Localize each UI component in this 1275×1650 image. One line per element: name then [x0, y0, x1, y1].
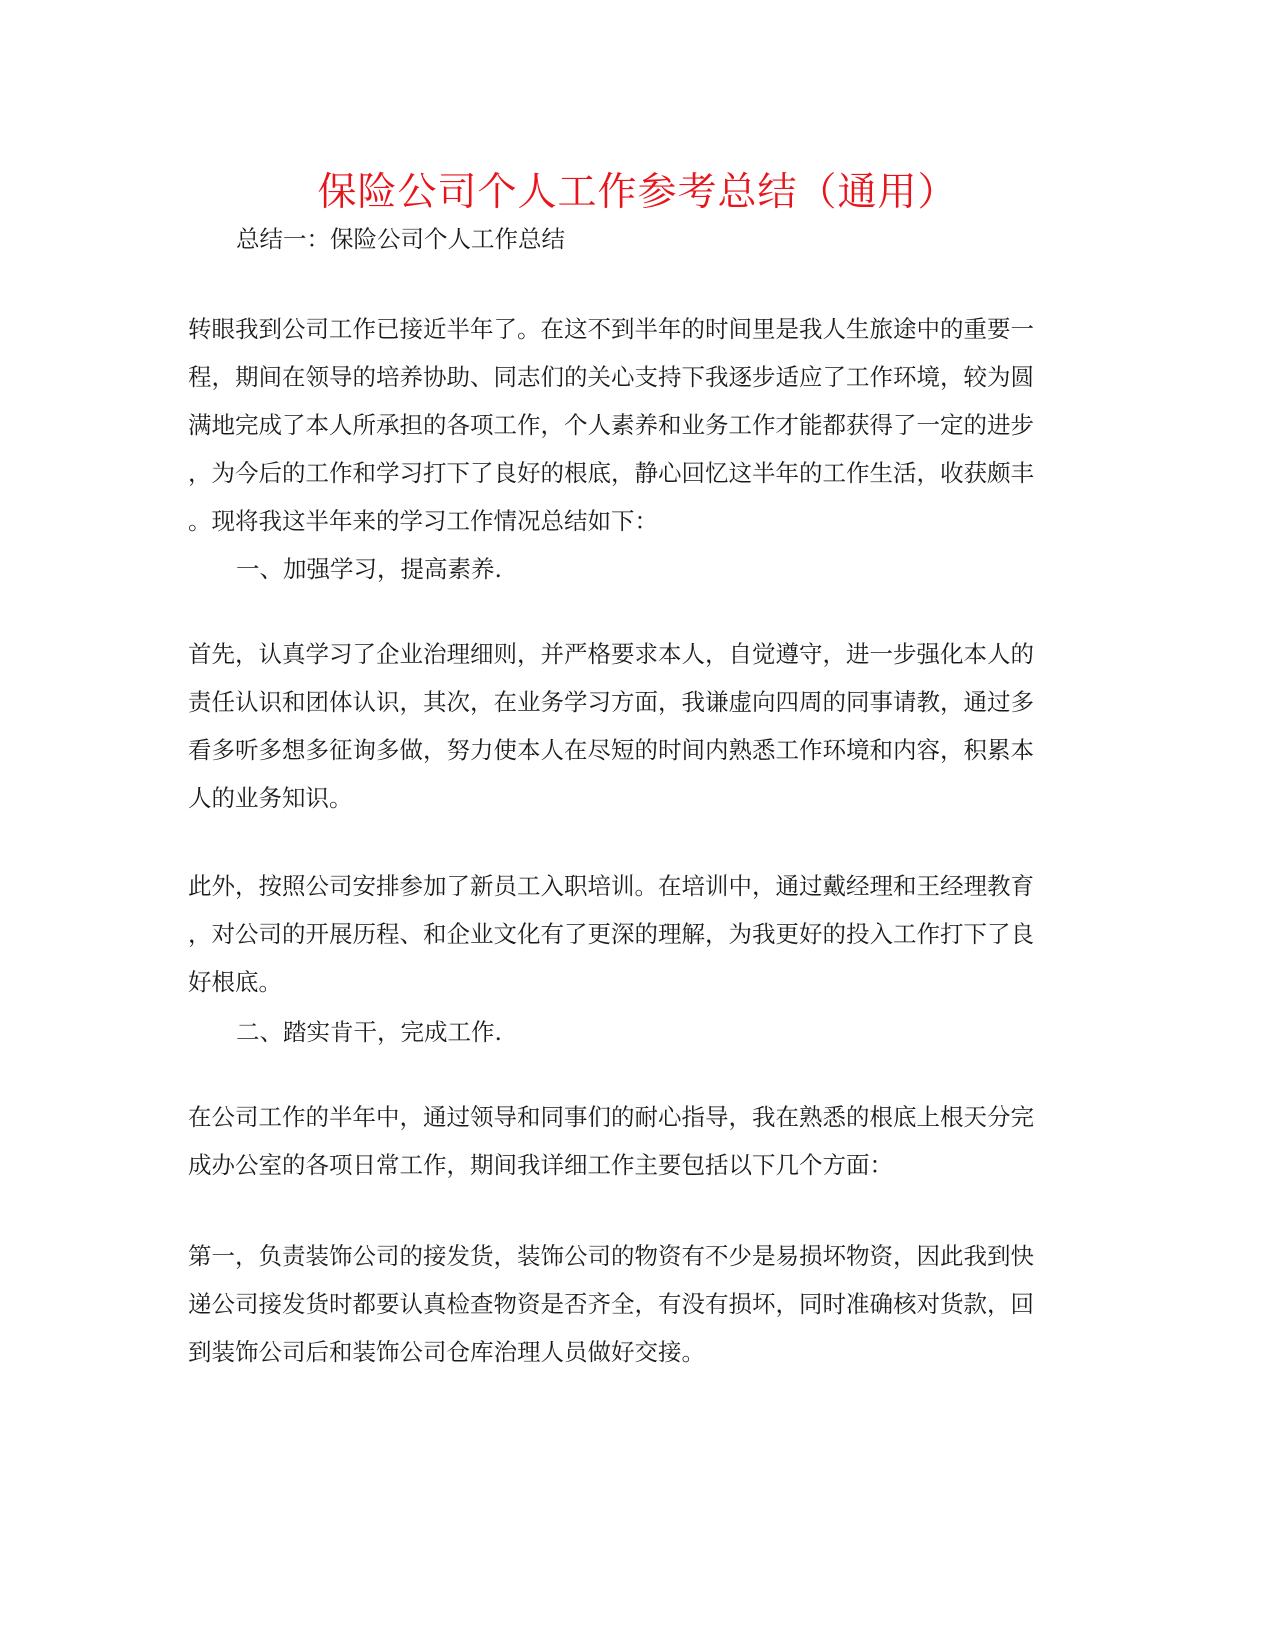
- paragraph-line: 递公司接发货时都要认真检查物资是否齐全，有没有损坏，同时准确核对货款，回: [188, 1290, 1034, 1318]
- paragraph-study: [188, 630, 1088, 822]
- paragraph-line: 看多听多想多征询多做，努力使本人在尽短的时间内熟悉工作环境和内容，积累本: [188, 736, 1034, 764]
- paragraph-shipping: [188, 1232, 1088, 1376]
- section-heading-1: [236, 545, 1136, 593]
- section-heading-line: 一、加强学习，提高素养.: [236, 555, 502, 583]
- paragraph-work: [188, 1093, 1088, 1189]
- paragraph-line: 人的业务知识。: [188, 784, 353, 812]
- section-heading-2: [236, 1008, 1136, 1056]
- paragraph-line: ，为今后的工作和学习打下了良好的根底，静心回忆这半年的工作生活，收获颇丰: [188, 459, 1034, 487]
- paragraph-line: 转眼我到公司工作已接近半年了。在这不到半年的时间里是我人生旅途中的重要一: [188, 315, 1034, 343]
- paragraph-line: 到装饰公司后和装饰公司仓库治理人员做好交接。: [188, 1338, 705, 1366]
- document-subtitle: [236, 215, 1136, 263]
- paragraph-line: 程，期间在领导的培养协助、同志们的关心支持下我逐步适应了工作环境，较为圆: [188, 363, 1034, 391]
- paragraph-line: ，对公司的开展历程、和企业文化有了更深的理解，为我更好的投入工作打下了良: [188, 920, 1034, 948]
- paragraph-line: 此外，按照公司安排参加了新员工入职培训。在培训中，通过戴经理和王经理教育: [188, 872, 1034, 900]
- document-title: 保险公司个人工作参考总结（通用）: [317, 170, 958, 215]
- subtitle-line: 总结一：保险公司个人工作总结: [236, 225, 565, 253]
- paragraph-line: 第一，负责装饰公司的接发货，装饰公司的物资有不少是易损坏物资，因此我到快: [188, 1242, 1034, 1270]
- paragraph-line: 。现将我这半年来的学习工作情况总结如下：: [188, 507, 658, 535]
- section-heading-line: 二、踏实肯干，完成工作.: [236, 1018, 502, 1046]
- paragraph-line: 满地完成了本人所承担的各项工作，个人素养和业务工作才能都获得了一定的进步: [188, 411, 1034, 439]
- paragraph-line: 在公司工作的半年中，通过领导和同事们的耐心指导，我在熟悉的根底上根天分完: [188, 1103, 1034, 1131]
- paragraph-line: 成办公室的各项日常工作，期间我详细工作主要包括以下几个方面：: [188, 1151, 893, 1179]
- paragraph-intro: [188, 305, 1088, 545]
- paragraph-line: 首先，认真学习了企业治理细则，并严格要求本人，自觉遵守，进一步强化本人的: [188, 640, 1034, 668]
- paragraph-training: [188, 862, 1088, 1006]
- paragraph-line: 责任认识和团体认识，其次，在业务学习方面，我谦虚向四周的同事请教，通过多: [188, 688, 1034, 716]
- paragraph-line: 好根底。: [188, 968, 282, 996]
